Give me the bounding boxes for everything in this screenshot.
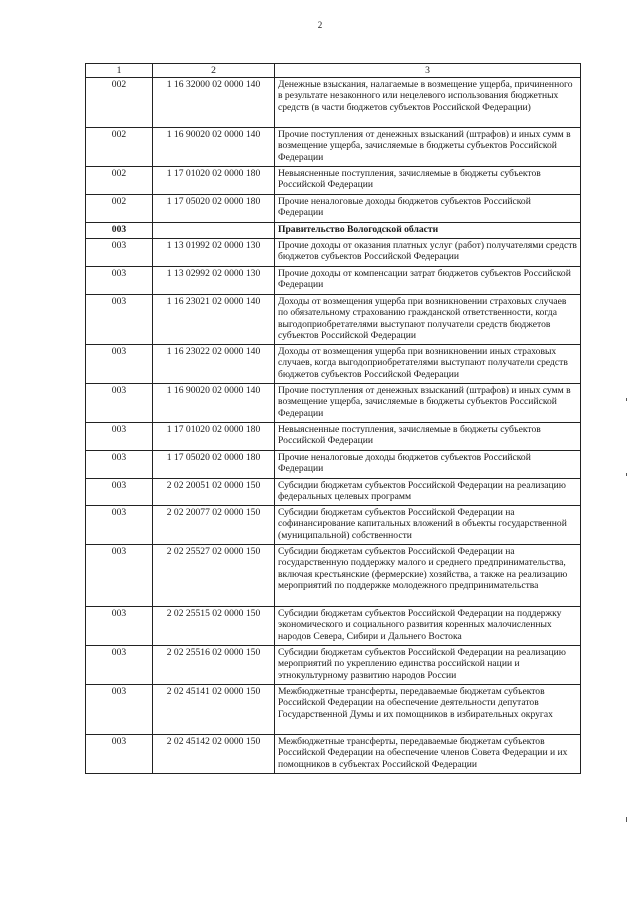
table-row	[86, 735, 581, 774]
table-row	[86, 423, 581, 451]
description-cell: Прочие поступления от денежных взысканий (штрафов) и иных сумм в возмещение ущерба, зачисляемые в бюджеты субъектов Российской Федерации	[275, 384, 581, 423]
admin-code-cell: 003	[86, 479, 153, 506]
description-cell: Субсидии бюджетам субъектов Российской Федерации на реализацию мероприятий по укреплению единства российской нации и этнокультурному развитию народов России	[275, 646, 581, 685]
table-row	[86, 685, 581, 735]
table-row	[86, 451, 581, 479]
revenue-code-cell: 2 02 20051 02 0000 150	[153, 479, 275, 506]
revenue-code-cell: 2 02 20077 02 0000 150	[153, 506, 275, 545]
table-row	[86, 506, 581, 545]
admin-code-cell: 003	[86, 506, 153, 545]
description-cell: Субсидии бюджетам субъектов Российской Федерации на софинансирование капитальных вложений в объекты государственной (муниципальной) собственности	[275, 506, 581, 545]
admin-code-cell: 003	[86, 239, 153, 267]
page-number: 2	[317, 20, 323, 30]
table-row	[86, 239, 581, 267]
column-header-3: 3	[275, 64, 581, 78]
admin-code-cell: 002	[86, 128, 153, 167]
admin-code-cell: 003	[86, 545, 153, 607]
revenue-code-cell: 1 17 05020 02 0000 180	[153, 195, 275, 223]
revenue-code-cell: 2 02 45142 02 0000 150	[153, 735, 275, 774]
margin-mark	[626, 398, 627, 401]
revenue-code-cell: 2 02 25527 02 0000 150	[153, 545, 275, 607]
revenue-codes-table	[85, 63, 581, 774]
table-row	[86, 267, 581, 295]
description-cell: Прочие неналоговые доходы бюджетов субъектов Российской Федерации	[275, 451, 581, 479]
admin-code-cell: 002	[86, 167, 153, 195]
admin-code-cell: 003	[86, 295, 153, 345]
admin-code-cell: 003	[86, 735, 153, 774]
admin-code-cell: 002	[86, 195, 153, 223]
admin-code-cell: 003	[86, 223, 153, 239]
table-row	[86, 607, 581, 646]
description-cell: Денежные взыскания, налагаемые в возмещение ущерба, причиненного в результате незаконного или нецелевого использования бюджетных средств (в части бюджетов субъектов Российской Федерации)	[275, 78, 581, 128]
description-cell: Прочие доходы от оказания платных услуг (работ) получателями средств бюджетов субъектов Российской Федерации	[275, 239, 581, 267]
table-row	[86, 384, 581, 423]
column-header-2: 2	[153, 64, 275, 78]
description-cell: Межбюджетные трансферты, передаваемые бюджетам субъектов Российской Федерации на обеспечение членов Совета Федерации и их помощников в субъектах Российской Федерации	[275, 735, 581, 774]
revenue-code-cell: 2 02 25515 02 0000 150	[153, 607, 275, 646]
admin-code-cell: 003	[86, 345, 153, 384]
revenue-code-cell: 1 16 23022 02 0000 140	[153, 345, 275, 384]
description-cell: Прочие поступления от денежных взысканий (штрафов) и иных сумм в возмещение ущерба, зачисляемые в бюджеты субъектов Российской Федерации	[275, 128, 581, 167]
description-cell: Субсидии бюджетам субъектов Российской Федерации на государственную поддержку малого и среднего предпринимательства, включая крестьянские (фермерские) хозяйства, а также на реализацию мероприятий по поддержке молодежного предпринимательства	[275, 545, 581, 607]
admin-code-cell: 002	[86, 78, 153, 128]
description-cell: Прочие неналоговые доходы бюджетов субъектов Российской Федерации	[275, 195, 581, 223]
table-row	[86, 223, 581, 239]
table-header-row	[86, 64, 581, 78]
margin-mark	[626, 473, 627, 476]
column-header-1: 1	[86, 64, 153, 78]
revenue-code-cell	[153, 223, 275, 239]
table-row	[86, 195, 581, 223]
revenue-code-cell: 1 13 02992 02 0000 130	[153, 267, 275, 295]
table-row	[86, 545, 581, 607]
revenue-code-cell: 1 17 01020 02 0000 180	[153, 167, 275, 195]
table-row	[86, 167, 581, 195]
revenue-code-cell: 1 16 23021 02 0000 140	[153, 295, 275, 345]
table-body	[86, 78, 581, 774]
revenue-code-cell: 2 02 45141 02 0000 150	[153, 685, 275, 735]
description-cell: Межбюджетные трансферты, передаваемые бюджетам субъектов Российской Федерации на обеспечение деятельности депутатов Государственной Думы и их помощников в избирательных округах	[275, 685, 581, 735]
admin-code-cell: 003	[86, 646, 153, 685]
revenue-code-cell: 2 02 25516 02 0000 150	[153, 646, 275, 685]
revenue-code-cell: 1 16 90020 02 0000 140	[153, 128, 275, 167]
admin-code-cell: 003	[86, 607, 153, 646]
description-cell: Прочие доходы от компенсации затрат бюджетов субъектов Российской Федерации	[275, 267, 581, 295]
admin-code-cell: 003	[86, 384, 153, 423]
admin-code-cell: 003	[86, 423, 153, 451]
table-row	[86, 479, 581, 506]
admin-code-cell: 003	[86, 451, 153, 479]
revenue-code-cell: 1 17 01020 02 0000 180	[153, 423, 275, 451]
revenue-code-cell: 1 17 05020 02 0000 180	[153, 451, 275, 479]
description-cell: Доходы от возмещения ущерба при возникновении иных страховых случаев, когда выгодоприобретателями выступают получатели средств бюджетов субъектов Российской Федерации	[275, 345, 581, 384]
admin-code-cell: 003	[86, 685, 153, 735]
description-cell: Невыясненные поступления, зачисляемые в бюджеты субъектов Российской Федерации	[275, 167, 581, 195]
table-row	[86, 295, 581, 345]
revenue-code-cell: 1 13 01992 02 0000 130	[153, 239, 275, 267]
description-cell: Невыясненные поступления, зачисляемые в бюджеты субъектов Российской Федерации	[275, 423, 581, 451]
table-row	[86, 646, 581, 685]
description-cell: Субсидии бюджетам субъектов Российской Федерации на реализацию федеральных целевых программ	[275, 479, 581, 506]
description-cell: Доходы от возмещения ущерба при возникновении страховых случаев по обязательному страхованию гражданской ответственности, когда выгодоприобретателями выступают получатели средств бюджетов субъектов Российской Федерации	[275, 295, 581, 345]
margin-mark	[626, 817, 627, 822]
revenue-code-cell: 1 16 90020 02 0000 140	[153, 384, 275, 423]
admin-code-cell: 003	[86, 267, 153, 295]
table-row	[86, 78, 581, 128]
table-row	[86, 128, 581, 167]
table-row	[86, 345, 581, 384]
revenue-code-cell: 1 16 32000 02 0000 140	[153, 78, 275, 128]
description-cell: Правительство Вологодской области	[275, 223, 581, 239]
description-cell: Субсидии бюджетам субъектов Российской Федерации на поддержку экономического и социального развития коренных малочисленных народов Севера, Сибири и Дальнего Востока	[275, 607, 581, 646]
